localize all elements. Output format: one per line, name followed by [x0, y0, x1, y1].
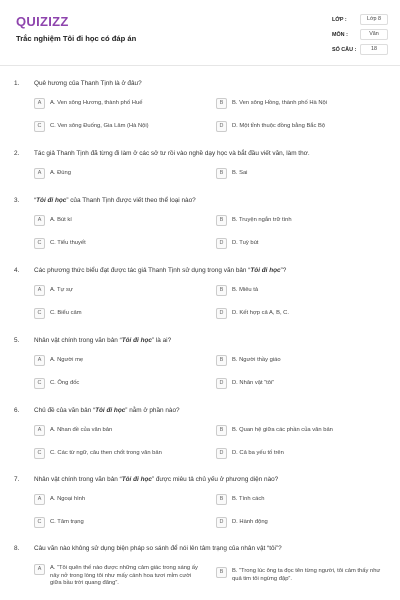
option-a[interactable]: [34, 97, 204, 112]
option-d[interactable]: [216, 237, 386, 252]
option-letter: A: [34, 168, 45, 179]
option-text: A. Tự sự: [50, 287, 73, 293]
option-text: D. Hành động: [232, 519, 268, 525]
option-text: A. Bút kí: [50, 217, 72, 223]
option-text: A. Nhan đề của văn bản: [50, 427, 113, 433]
option-text: B. Truyện ngắn trữ tình: [232, 217, 292, 223]
question-text-post: ”?: [280, 267, 287, 274]
option-letter: A: [34, 355, 45, 366]
option-letter: B: [216, 98, 227, 109]
meta-grade: [332, 14, 388, 26]
meta-value: 18: [360, 44, 388, 55]
option-text: A. Ven sông Hương, thành phố Huế: [50, 100, 143, 106]
option-letter: A: [34, 215, 45, 226]
option-text: D. Nhân vật “tôi”: [232, 380, 275, 386]
option-letter: C: [34, 517, 45, 528]
option-a[interactable]: [34, 167, 204, 182]
option-c[interactable]: [34, 447, 204, 462]
option-text: D. Tuỳ bút: [232, 240, 259, 246]
question-number: 6.: [14, 407, 20, 414]
option-text: C. Ông đốc: [50, 380, 80, 386]
option-text: B. Quan hệ giữa các phần của văn bản: [232, 427, 333, 433]
meta-value: Lớp 8: [360, 14, 388, 25]
page-title: Trắc nghiệm Tôi đi học có đáp án: [16, 34, 137, 43]
option-text: B. “Trong lúc ông ta đọc tên từng người, tôi cảm thấy như quả tim tôi ngừng đập”.: [232, 568, 381, 582]
option-letter: B: [216, 355, 227, 366]
option-a[interactable]: [34, 214, 204, 229]
question-text-post: ” là ai?: [151, 337, 172, 344]
option-letter: A: [34, 425, 45, 436]
option-d[interactable]: [216, 120, 386, 135]
option-c[interactable]: [34, 237, 204, 252]
option-b[interactable]: [216, 284, 386, 299]
option-letter: D: [216, 448, 227, 459]
option-b[interactable]: [216, 214, 386, 229]
question-text-pre: Nhân vật chính trong văn bản “: [34, 476, 122, 483]
option-c[interactable]: [34, 516, 204, 531]
option-a[interactable]: [34, 493, 204, 508]
question-number: 8.: [14, 545, 20, 552]
question-number: 7.: [14, 476, 20, 483]
option-text: D. Cả ba yếu tố trên: [232, 450, 284, 456]
question-text: Tác giả Thanh Tịnh đã từng đi làm ở các sở tư rồi vào nghề dạy học và bắt đầu viết văn, làm thơ.: [34, 150, 310, 157]
question-text: [34, 267, 384, 274]
option-letter: C: [34, 448, 45, 459]
option-c[interactable]: [34, 307, 204, 322]
option-letter: C: [34, 308, 45, 319]
option-letter: A: [34, 494, 45, 505]
option-letter: B: [216, 425, 227, 436]
meta-count: [332, 44, 388, 56]
option-text: B. Người thầy giáo: [232, 357, 281, 363]
option-letter: D: [216, 517, 227, 528]
question-number: 1.: [14, 80, 20, 87]
meta-label: SỐ CÂU :: [332, 47, 357, 53]
question-text: Câu văn nào không sử dụng biện pháp so sánh để nói lên tâm trạng của nhân vật “tôi”?: [34, 545, 282, 552]
meta-label: MÔN :: [332, 32, 348, 38]
question-text: [34, 407, 384, 414]
option-d[interactable]: [216, 516, 386, 531]
option-letter: B: [216, 567, 227, 578]
question-number: 5.: [14, 337, 20, 344]
option-text: C. Tâm trạng: [50, 519, 84, 525]
question-text-pre: Chủ đề của văn bản “: [34, 407, 96, 414]
question-text-post: ” được miêu tả chủ yếu ở phương diện nào?: [151, 476, 279, 483]
option-text: C. Ven sông Đuống, Gia Lâm (Hà Nội): [50, 123, 149, 129]
option-letter: D: [216, 308, 227, 319]
option-letter: C: [34, 121, 45, 132]
question-text: Quê hương của Thanh Tịnh là ở đâu?: [34, 80, 142, 87]
option-b[interactable]: [216, 167, 386, 182]
option-b[interactable]: [216, 354, 386, 369]
option-text: B. Sai: [232, 170, 248, 176]
option-text: D. Kết hợp cả A, B, C.: [232, 310, 289, 316]
option-a[interactable]: [34, 284, 204, 299]
option-letter: B: [216, 215, 227, 226]
option-c[interactable]: [34, 377, 204, 392]
question-text: [34, 197, 384, 204]
quizizz-logo: QUIZIZZ: [16, 14, 69, 29]
option-c[interactable]: [34, 120, 204, 135]
option-letter: C: [34, 238, 45, 249]
option-letter: A: [34, 285, 45, 296]
question-number: 2.: [14, 150, 20, 157]
option-letter: B: [216, 285, 227, 296]
work-title: Tôi đi học: [121, 476, 152, 483]
option-letter: B: [216, 494, 227, 505]
question-text: [34, 476, 384, 483]
work-title: Tôi đi học: [121, 337, 152, 344]
question-text-pre: Nhân vật chính trong văn bản “: [34, 337, 122, 344]
document-header: [0, 0, 400, 66]
option-letter: A: [34, 564, 45, 575]
option-text: C. Biểu cảm: [50, 310, 82, 316]
option-text: B. Tính cách: [232, 496, 265, 502]
option-b[interactable]: [216, 97, 386, 112]
meta-label: LỚP :: [332, 17, 347, 23]
option-a[interactable]: [34, 354, 204, 369]
option-text: A. “Tôi quên thế nào được những cảm giác trong sáng ấy nảy nở trong lòng tôi như mấy cánh hoa tươi mỉm cười giữa bầu trời quang đãng”.: [50, 565, 198, 587]
option-a[interactable]: [34, 424, 204, 439]
option-text: B. Miêu tả: [232, 287, 259, 293]
meta-value: Văn: [360, 29, 388, 40]
question-number: 3.: [14, 197, 20, 204]
option-b[interactable]: [216, 566, 392, 588]
option-text: A. Đúng: [50, 170, 71, 176]
work-title: Tôi đi học: [250, 267, 281, 274]
option-letter: D: [216, 238, 227, 249]
option-b[interactable]: [216, 424, 386, 439]
work-title: Tôi đi học: [36, 197, 67, 204]
option-a[interactable]: [34, 563, 204, 593]
option-text: B. Ven sông Hồng, thành phố Hà Nội: [232, 100, 328, 106]
option-d[interactable]: [216, 447, 386, 462]
question-text-post: ” nằm ở phần nào?: [125, 407, 180, 414]
work-title: Tôi đi học: [95, 407, 126, 414]
option-text: D. Một tỉnh thuộc đồng bằng Bắc Bộ: [232, 123, 326, 129]
option-letter: B: [216, 168, 227, 179]
option-text: C. Các từ ngữ, câu then chốt trong văn bản: [50, 450, 162, 456]
question-text-pre: “: [34, 197, 37, 204]
option-text: A. Ngoại hình: [50, 496, 86, 502]
option-letter: C: [34, 378, 45, 389]
option-text: C. Tiểu thuyết: [50, 240, 86, 246]
option-text: A. Người mẹ: [50, 357, 84, 363]
option-letter: A: [34, 98, 45, 109]
option-letter: D: [216, 121, 227, 132]
option-d[interactable]: [216, 307, 386, 322]
question-text-pre: Các phương thức biểu đạt được tác giả Thanh Tịnh sử dụng trong văn bản “: [34, 267, 251, 274]
option-d[interactable]: [216, 377, 386, 392]
question-text: [34, 337, 384, 344]
option-b[interactable]: [216, 493, 386, 508]
meta-subject: [332, 29, 388, 41]
question-number: 4.: [14, 267, 20, 274]
question-text-post: ” của Thanh Tịnh được viết theo thể loại nào?: [66, 197, 196, 204]
option-letter: D: [216, 378, 227, 389]
